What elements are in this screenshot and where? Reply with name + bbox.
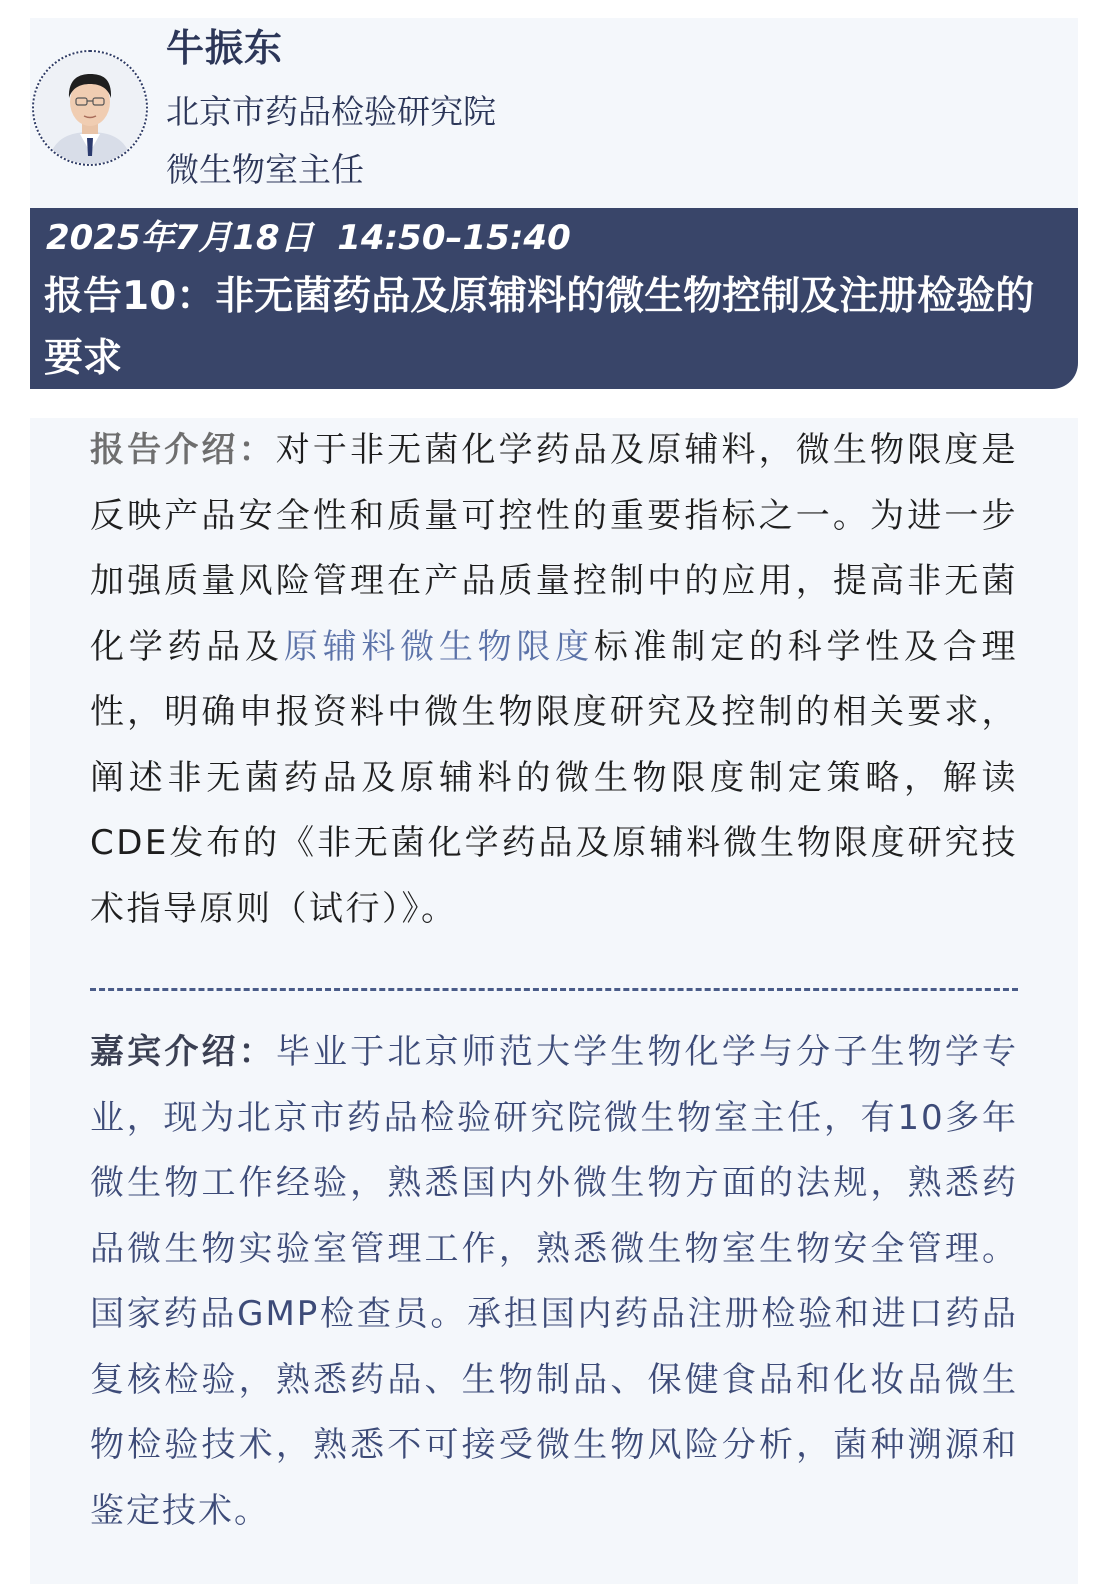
speaker-avatar [32,50,148,166]
guest-intro [90,1020,1018,1544]
guest-intro-text: 毕业于北京师范大学生物化学与分子生物学专业，现为北京市药品检验研究院微生物室主任，有10多年微生物工作经验，熟悉国内外微生物方面的法规，熟悉药品微生物实验室管理工作，熟悉微生物室生物安全管理。国家药品GMP检查员。承担国内药品注册检验和进口药品复核检验，熟悉药品、生物制品、保健食品和化妆品微生物检验技术，熟悉不可接受微生物风险分析，菌种溯源和鉴定技术。 [90,1032,1019,1531]
report-title: 报告10：非无菌药品及原辅料的微生物控制及注册检验的要求 [44,274,1035,381]
session-date-time: 2025年7月18日 14:50–15:40 [46,218,571,258]
speaker-role: 微生物室主任 [166,150,364,189]
report-intro-text-part1: 对于非无菌化学药品及原辅料，微生物限度是反映产品安全性和质量可控性的重要指标之一。为进一步加强质量风险管理在产品质量控制中的应用，提高非无菌化学药品及 [90,430,1019,667]
report-intro-highlight: 原辅料微生物限度 [283,626,594,667]
report-intro [90,418,1018,942]
report-intro-text-part2: 标准制定的科学性及合理性，明确申报资料中微生物限度研究及控制的相关要求， 阐述非无菌药品及原辅料的微生物限度制定策略，解读CDE发布的《非无菌化学药品及原辅料微生物限度研究技术指导原则（试行）》。 [90,626,1019,929]
speaker-name: 牛振东 [166,26,284,70]
speaker-organization: 北京市药品检验研究院 [166,92,496,131]
section-divider [90,988,1018,991]
report-intro-label: 报告介绍： [90,430,276,470]
speaker-portrait-image [34,52,146,164]
guest-intro-label: 嘉宾介绍： [90,1032,276,1072]
